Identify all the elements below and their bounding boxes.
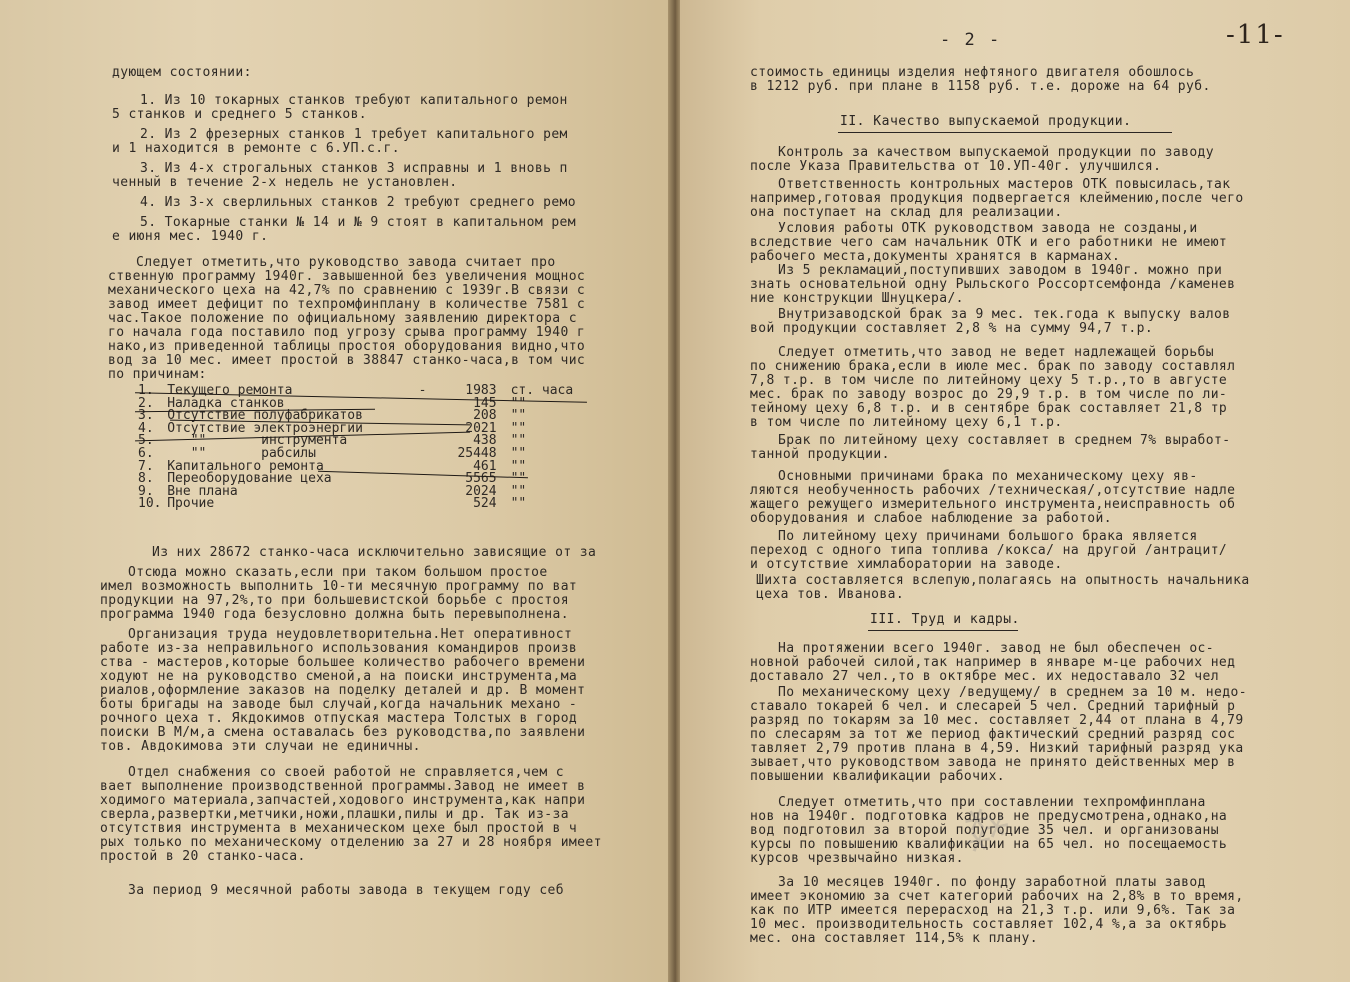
left-paragraph-3: 3. Из 4-х строгальных станков 3 исправны и 1 вновь п ченный в течение 2-х недель не установлен.	[112, 161, 568, 190]
row-value: 145	[473, 395, 497, 411]
row-number: 5.	[138, 433, 154, 449]
row-value: 524	[473, 496, 497, 512]
right-s2-paragraph-9: По литейному цеху причинами большого брака является переход с одного типа топлива /кокса/ на другой /антрацит/ и отсутствие химлаборатории на заводе.	[750, 529, 1228, 572]
row-number: 6.	[138, 445, 154, 461]
right-intro: стоимость единицы изделия нефтяного двигателя обошлось в 1212 руб. при плане в 1158 руб. т.е. дороже на 64 руб.	[750, 65, 1211, 94]
right-s2-paragraph-10: Шихта составляется вслепую,полагаясь на опытность начальника цеха тов. Иванова.	[756, 573, 1250, 602]
idle-time-table	[138, 385, 608, 511]
left-after-table-4: Отдел снабжения со своей работой не справляется,чем с вает выполнение производственной программы.Завод не имеет в ходимого материала,запчастей,ходового инструмента,как напри сверла,развертки,метчики,ножи,плашки,пилы и др. Так из-за отсутствия инструмента в механическом цехе был простой в ч рых только по механическому отделению за 27 и 28 ноября имеет простой в 20 станко-часа.	[100, 765, 602, 864]
row-number: 7.	[138, 458, 154, 474]
section-2-title: II. Качество выпускаемой продукции.	[840, 114, 1132, 129]
row-number: 10.	[138, 496, 162, 512]
faint-archive-stamp: ⁂	[948, 790, 1022, 864]
row-value: 461	[473, 458, 497, 474]
row-reason: Отсутствие электроэнергии	[167, 420, 363, 436]
left-after-table-1: Из них 28672 станко-часа исключительно зависящие от за	[152, 545, 597, 560]
row-number: 2.	[138, 395, 154, 411]
right-s3-paragraph-2: По механическому цеху /ведущему/ в среднем за 10 м. недо- ставало токарей 6 чел. и слесарей 5 чел. Средний тарифный р разряд по токарям за 10 мес. составляет 2,44 от плана в 4,79 по слесарям за тот же период фактический средний разряд сос тавляет 2,79 против плана в 4,59. Низкий тарифный разряд ука зывает,что руководством завода не принято действенных мер в повышении квалификации рабочих.	[750, 685, 1247, 784]
page-number: - 2 -	[940, 30, 1002, 50]
table-row	[138, 498, 608, 511]
left-paragraph-4: 4. Из 3-х сверлильных станков 2 требуют среднего ремо	[140, 195, 577, 210]
left-after-table-3: Организация труда неудовлетворительна.Нет оперативност работе из-за неправильного использования командиров произв ства - мастеров,которые большее количество рабочего времени ходуют не на руководство сменой,а на поиски инструмента,ма риалов,оформление заказов на поделку деталей и др. В момент боты бригады на заводе был случай,когда начальник механо - рочного цеха т. Якдокимов отпуская мастера Толстых в город поиски В М/м,а смена оставалась без руководства,по заявлени тов. Авдокимова эти случаи не единичны.	[100, 627, 586, 754]
row-unit: ""	[510, 458, 527, 474]
right-s2-paragraph-8: Основными причинами брака по механическому цеху яв- ляются необученность рабочих /техническая/,отсутствие надле жащего режущего измерительного инструмента,неисправность об оборудования и слабое наблюдение за работой.	[750, 469, 1236, 526]
row-value: 1983	[465, 383, 497, 398]
row-value: 208	[473, 408, 497, 424]
row-reason: Прочие	[167, 496, 215, 512]
row-reason: Переоборудование цеха	[167, 471, 332, 487]
row-dash: -	[418, 383, 427, 398]
left-paragraph-2: 2. Из 2 фрезерных станков 1 требует капитального рем и 1 находится в ремонте с 6.УП.с.г.	[112, 127, 568, 156]
row-reason: Отсутствие полуфабрикатов	[167, 408, 363, 424]
row-number: 4.	[138, 420, 154, 436]
row-value: 2021	[465, 420, 497, 436]
handwritten-folio-number: -11-	[1226, 20, 1285, 50]
right-s2-paragraph-5: Внутризаводской брак за 9 мес. тек.года к выпуску валов вой продукции составляет 2,8 % на сумму 94,7 т.р.	[750, 307, 1231, 336]
row-number: 8.	[138, 471, 154, 487]
row-unit: ""	[510, 445, 527, 461]
row-reason: Вне плана	[167, 483, 238, 499]
row-unit: ""	[510, 395, 527, 411]
section-3-underline	[868, 630, 1018, 631]
row-number: 1.	[138, 383, 154, 398]
right-s3-paragraph-3: Следует отметить,что при составлении техпромфинплана нов на 1940г. подготовка кадров не предусмотрена,однако,на вод подготовил за второй полугодие 35 чел. и организованы курсы по повышению квалификации на 65 чел. но посещаемость курсов чрезвычайно низкая.	[750, 795, 1228, 866]
left-after-table-5: За период 9 месячной работы завода в текущем году себ	[128, 883, 565, 898]
row-unit: ст. часа	[510, 383, 574, 398]
row-reason: "" рабсилы	[167, 445, 316, 461]
row-reason: Капитального ремонта	[167, 458, 324, 474]
left-paragraph-1: 1. Из 10 токарных станков требуют капитального ремон 5 станков и среднего 5 станков.	[112, 93, 568, 122]
row-unit: ""	[510, 408, 527, 424]
row-unit: ""	[510, 433, 527, 449]
row-reason: Текущего ремонта	[167, 383, 293, 398]
row-reason: "" инструмента	[167, 433, 348, 449]
row-value: 2024	[465, 483, 497, 499]
row-value: 25448	[457, 445, 497, 461]
left-paragraph-5: 5. Токарные станки № 14 и № 9 стоят в капитальном рем е июня мес. 1940 г.	[112, 215, 577, 244]
left-heading-fragment: дующем состоянии:	[112, 65, 252, 80]
row-unit: ""	[510, 420, 527, 436]
right-s2-paragraph-1: Контроль за качеством выпускаемой продукции по заводу после Указа Правительства от 10.УП-40г. улучшился.	[750, 145, 1215, 174]
left-page	[0, 0, 672, 982]
row-value: 438	[473, 433, 497, 449]
left-after-table-2: Отсюда можно сказать,если при таком большом простое имел возможность выполнить 10-ти месячную программу по ват продукции на 97,2%,то при большевистской борьбе с простоя программа 1940 года безусловно должна быть перевыполнена.	[100, 565, 578, 622]
section-3-title: III. Труд и кадры.	[870, 612, 1020, 627]
right-s2-paragraph-7: Брак по литейному цеху составляет в среднем 7% выработ- танной продукции.	[750, 433, 1231, 462]
row-reason: Наладка станков	[167, 395, 285, 411]
right-s2-paragraph-2: Ответственность контрольных мастеров ОТК повысилась,так например,готовая продукция подвергается клеймению,после чего она поступает на склад для реализации.	[750, 177, 1244, 220]
row-number: 3.	[138, 408, 154, 424]
row-unit: ""	[510, 471, 527, 487]
row-number: 9.	[138, 483, 154, 499]
right-s3-paragraph-4: За 10 месяцев 1940г. по фонду заработной платы завод имеет экономию за счет категорий рабочих на 2,8% в то время, как по ИТР имеется перерасход на 21,3 т.р. или 9,6%. Так за 10 мес. производительность составляет 102,4 %,а за октябрь мес. она составляет 114,5% к плану.	[750, 875, 1244, 946]
left-paragraph-6: Следует отметить,что руководство завода считает про ственную программу 1940г. завышенной без увеличения мощнос механического цеха на 42,7% по сравнению с 1939г.В связи с завод имеет дефицит по техпромфинплану в количестве 7581 с час.Такое положение по официальному заявлению директора с го начала года поставило под угрозу срыва программу 1940 г нако,из приведенной таблицы простоя оборудования видно,что вод за 10 мес. имеет простой в 38847 станко-часа,в том чис по причинам:	[108, 255, 586, 382]
right-s2-paragraph-3: Условия работы ОТК руководством завода не созданы,и вследствие чего сам начальник ОТК и его работники не имеют рабочего места,документы хранятся в карманах.	[750, 221, 1228, 264]
right-s2-paragraph-6: Следует отметить,что завод не ведет надлежащей борьбы по снижению брака,если в июле мес. брак по заводу составлял 7,8 т.р. в том числе по литейному цеху 5 т.р.,то в августе мес. брак по заводу возрос до 29,9 т.р. в том числе по ли- тейному цеху 6,8 т.р. и в сентябре брак составляет 21,8 тр в том числе по литейному цеху 6,1 т.р.	[750, 345, 1236, 430]
row-value: 5565	[465, 471, 497, 487]
right-s2-paragraph-4: Из 5 рекламаций,поступивших заводом в 1940г. можно при знать основательной одну Рыльского Россортсемфонда /каменев ние конструкции Шнуцкера/.	[750, 263, 1236, 306]
row-unit: ""	[510, 483, 527, 499]
section-2-underline	[838, 132, 1172, 133]
row-unit: ""	[510, 496, 527, 512]
right-s3-paragraph-1: На протяжении всего 1940г. завод не был обеспечен ос- новной рабочей силой,так например в январе м-це рабочих нед доставало 27 чел.,то в октябре мес. их недоставало 32 чел	[750, 641, 1236, 684]
